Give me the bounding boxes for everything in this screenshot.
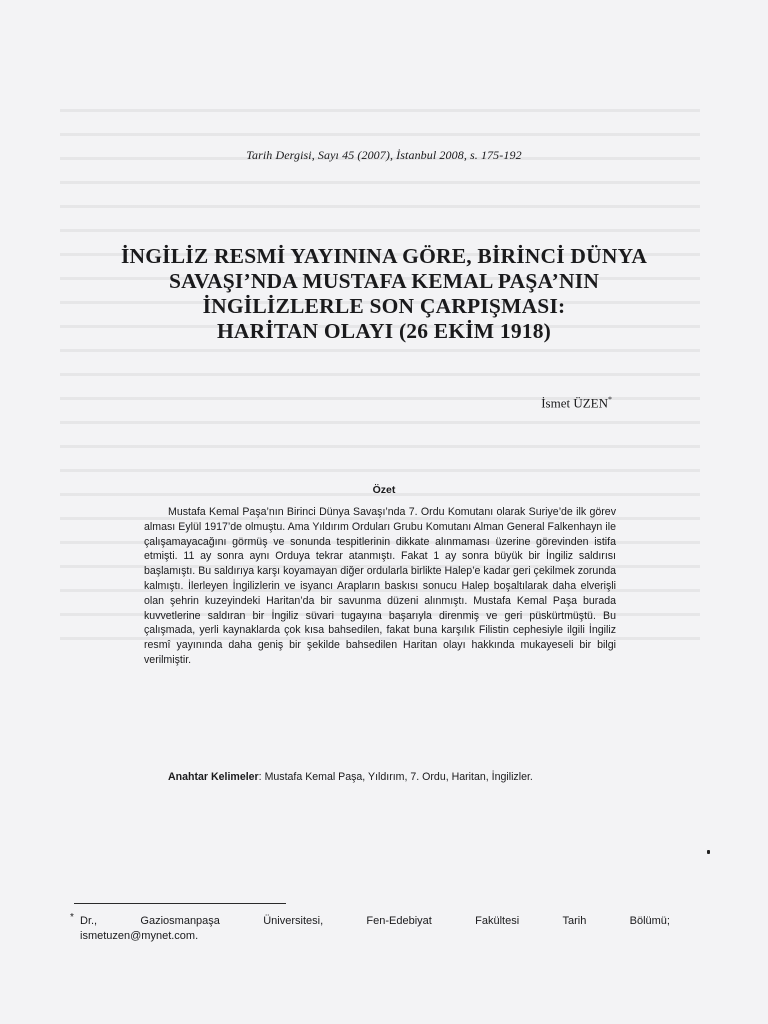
author-footnote-mark: *	[608, 395, 612, 404]
footnote-email[interactable]: ismetuzen@mynet.com.	[80, 930, 199, 942]
abstract-heading: Özet	[372, 484, 396, 496]
footnote-word: Gaziosmanpaşa	[140, 915, 220, 927]
article-title	[96, 244, 672, 344]
footnote-word: Bölümü;	[629, 915, 670, 927]
keywords-text: Mustafa Kemal Paşa, Yıldırım, 7. Ordu, Haritan, İngilizler.	[264, 771, 533, 783]
footnote-word: Fakültesi	[475, 915, 520, 927]
abstract-text: Mustafa Kemal Paşa’nın Birinci Dünya Savaşı’nda 7. Ordu Komutanı olarak Suriye’de ilk görev alması Eylül 1917’de olmuştu. Ama Yıldırım Orduları Grubu Komutanı Alman General Falkenhayn ile çalışamayacağını görmüş ve sonunda tespitlerinin dikkate alınmaması üzerine görevinden istifa etmişti. 11 ay sonra aynı Orduya tekrar atanmıştı. Fakat 1 ay sonra büyük bir İngiliz saldırısı başlamıştı. Bu saldırıya karşı koyamayan diğer ordularla birlikte Halep’e kadar geri çekilmek zorunda kalmıştı. İlerleyen İngilizlerin ve isyancı Arapların baskısı sonucu Halep boşaltılarak daha elverişli olan şehrin kuzeyindeki Haritan’da bir savunma düzeni alınmıştı. Mustafa Kemal Paşa burada kuvvetlerine saldıran bir İngiliz süvari tugayına başarıyla direnmiş ve geri püskürtmüştü. Bu çalışmada, yerli kaynaklarda çok kısa bahsedilen, fakat buna karşılık Filistin cephesiyle ilgili İngiliz resmî yayınında daha geniş bir şekilde bahsedilen Haritan olayı hakkında mukayeseli bir bilgi verilmiştir.	[144, 506, 616, 666]
title-line: İNGİLİZ RESMİ YAYININA GÖRE, BİRİNCİ DÜNYA	[120, 244, 648, 268]
journal-citation: Tarih Dergisi, Sayı 45 (2007), İstanbul 2008, s. 175-192	[246, 148, 522, 162]
footnote-divider	[74, 903, 286, 904]
title-line: HARİTAN OLAYI (26 EKİM 1918)	[216, 319, 552, 343]
title-line: SAVAŞI’NDA MUSTAFA KEMAL PAŞA’NIN	[168, 269, 600, 293]
footnote-word: Fen-Edebiyat	[366, 915, 432, 927]
footnote-word: Dr.,	[80, 915, 98, 927]
author-footnote	[70, 912, 670, 944]
footnote-word: Üniversitesi,	[263, 915, 324, 927]
title-line: İNGİLİZLERLE SON ÇARPIŞMASI:	[202, 294, 566, 318]
footnote-mark: *	[70, 912, 74, 923]
keywords-label: Anahtar Kelimeler	[168, 771, 259, 783]
footnote-word: Tarih	[562, 915, 587, 927]
scan-speck	[707, 850, 710, 854]
keywords	[144, 770, 616, 785]
footnote-affiliation	[80, 914, 670, 929]
author-byline	[541, 395, 612, 411]
author-name: İsmet ÜZEN	[541, 395, 608, 411]
keywords-separator: :	[258, 771, 265, 783]
abstract-body	[144, 505, 616, 668]
